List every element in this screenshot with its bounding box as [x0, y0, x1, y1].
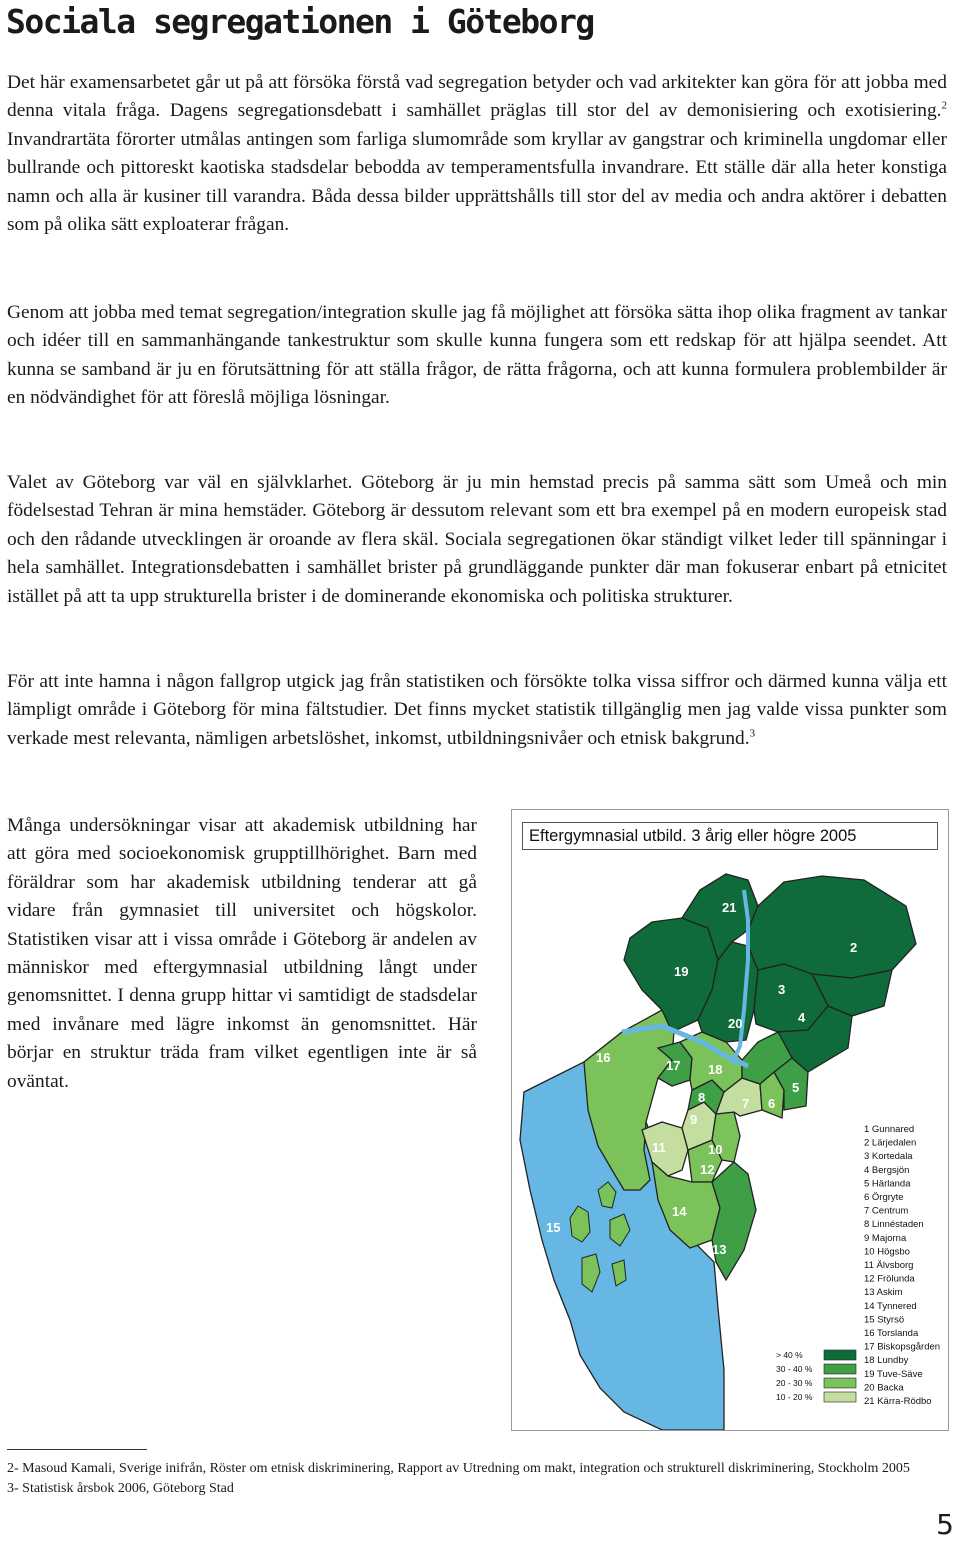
- paragraph-intro-text-b: Invandrartäta förorter utmålas antingen som farliga slumområde som kryllar av gangstrar och kriminella ungdomar eller bullrande och pittoreskt kaotiska stadsdelar bebodda av temperamentsfulla invandrare. Ett ställe där alla heter konstiga namn och alla är kusiner till varandra. Båda dessa bilder upprättshålls till stor del av media och andra aktörer i debatten som på olika sätt exploaterar frågan.: [7, 128, 947, 236]
- page-number: 5: [936, 1508, 954, 1541]
- footnotes: [7, 1459, 947, 1498]
- district-legend-item: 3 Kortedala: [864, 1151, 913, 1163]
- paragraph-statistics: [7, 668, 947, 753]
- district-label-18: 18: [708, 1062, 723, 1077]
- district-legend-item: 10 Högsbo: [864, 1246, 910, 1258]
- band-legend-swatch: [824, 1350, 856, 1360]
- band-legend-swatch: [824, 1392, 856, 1402]
- paragraph-intro: [7, 69, 947, 239]
- district-legend-item: 11 Älvsborg: [864, 1260, 914, 1271]
- footnote-3: 3- Statistisk årsbok 2006, Göteborg Stad: [7, 1480, 234, 1496]
- district-legend-item: 2 Lärjedalen: [864, 1137, 917, 1149]
- footnote-2: 2- Masoud Kamali, Sverige inifrån, Röster om etnisk diskriminering, Rapport av Utredning om makt, integration och strukturell diskriminering, Stockholm 2005: [7, 1461, 910, 1476]
- district-label-15: 15: [546, 1220, 561, 1235]
- band-legend-label: 10 - 20 %: [776, 1392, 813, 1402]
- district-label-6: 6: [768, 1096, 776, 1111]
- district-legend-item: 6 Örgryte: [864, 1192, 904, 1203]
- district-legend-item: 8 Linnéstaden: [864, 1219, 924, 1231]
- district-label-4: 4: [798, 1010, 806, 1025]
- district-label-12: 12: [700, 1162, 715, 1177]
- band-legend: [776, 1350, 856, 1402]
- district-label-21: 21: [722, 900, 737, 915]
- district-legend-item: 1 Gunnared: [864, 1124, 915, 1135]
- district-legend-item: 21 Kärra-Rödbo: [864, 1396, 932, 1407]
- paragraph-education: Många undersökningar visar att akademisk utbildning har att göra med socioekonomisk grupptillhörighet. Barn med föräldrar som har akademisk utbildning tenderar att gå vidare från gymnasiet till universitet och högskolor. Statistiken visar att i vissa område i Göteborg är andelen av människor med eftergymnasial utbildning långt under genomsnittet. I denna grupp hittar vi samtidigt de stadsdelar med invånare med lägre inkomst än genomsnittet. Här börjar en struktur träda fram vilket egentligen inte är så oväntat.: [7, 815, 477, 1092]
- footnote-divider: [7, 1449, 147, 1450]
- district-label-7: 7: [742, 1096, 750, 1111]
- district-legend-item: 13 Askim: [864, 1287, 903, 1299]
- district-legend-item: 16 Torslanda: [864, 1328, 919, 1339]
- district-legend-item: 12 Frölunda: [864, 1273, 915, 1285]
- district-legend-item: 18 Lundby: [864, 1355, 909, 1367]
- district-label-17: 17: [666, 1058, 681, 1073]
- footnote-ref-2[interactable]: 2: [941, 99, 947, 112]
- district-label-19: 19: [674, 964, 689, 979]
- band-legend-label: 20 - 30 %: [776, 1378, 813, 1388]
- district-label-9: 9: [690, 1112, 698, 1127]
- district-legend-item: 4 Bergsjön: [864, 1164, 910, 1176]
- district-legend-item: 7 Centrum: [864, 1205, 909, 1217]
- map-area-district-2: [748, 876, 916, 978]
- map-caption: Eftergymnasial utbild. 3 årig eller högre 2005: [522, 822, 938, 850]
- footnote-ref-3[interactable]: 3: [749, 727, 756, 740]
- district-legend-item: 14 Tynnered: [864, 1300, 917, 1312]
- goteborg-map: [512, 810, 948, 1430]
- district-legend-item: 20 Backa: [864, 1382, 904, 1394]
- district-label-8: 8: [698, 1090, 706, 1105]
- band-legend-label: 30 - 40 %: [776, 1364, 813, 1374]
- district-label-16: 16: [596, 1050, 611, 1065]
- map-area-district-13: [712, 1162, 756, 1280]
- district-legend-item: 5 Härlanda: [864, 1178, 911, 1190]
- district-label-11: 11: [652, 1140, 666, 1155]
- paragraph-theme: Genom att jobba med temat segregation/integration skulle jag få möjlighet att försöka sätta ihop olika fragment av tankar och idéer till en sammanhängande tankestruktur som skulle kunna fungera som ett redskap för att hjälpa seendet. Att kunna se samband är ju en förutsättning för att ställa frågor, de rätta frågorna, och att kunna formulera problembilder är en nödvändighet för att föreslå möjliga lösningar.: [7, 302, 947, 409]
- district-label-5: 5: [792, 1080, 800, 1095]
- district-label-3: 3: [778, 982, 786, 997]
- district-legend: [864, 1124, 940, 1407]
- district-label-20: 20: [728, 1016, 743, 1031]
- district-legend-item: 15 Styrsö: [864, 1314, 905, 1326]
- education-map-figure: [511, 809, 949, 1431]
- district-legend-item: 17 Biskopsgården: [864, 1341, 941, 1353]
- district-legend-item: 19 Tuve-Säve: [864, 1368, 923, 1380]
- district-legend-item: 9 Majorna: [864, 1232, 907, 1244]
- district-label-10: 10: [708, 1142, 723, 1157]
- page-title: Sociala segregationen i Göteborg: [6, 2, 594, 41]
- paragraph-statistics-text: För att inte hamna i någon fallgrop utgick jag från statistiken och försökte tolka vissa siffror och därmed kunna välja ett lämpligt område i Göteborg för mina fältstudier. Det finns mycket statistik tillgänglig men jag valde vissa punkter som verkade mest relevanta, nämligen arbetslöshet, inkomst, utbildningsnivåer och etnisk bakgrund.: [7, 671, 947, 749]
- band-legend-swatch: [824, 1378, 856, 1388]
- band-legend-swatch: [824, 1364, 856, 1374]
- band-legend-label: > 40 %: [776, 1350, 803, 1360]
- paragraph-intro-text-a: Det här examensarbetet går ut på att försöka förstå vad segregation betyder och vad arkitekter kan göra för att jobba med denna vitala fråga. Dagens segregationsdebatt i samhället präglas till stor del av demonisiering och exotisiering.: [7, 72, 947, 122]
- district-label-13: 13: [712, 1242, 727, 1257]
- district-label-14: 14: [672, 1204, 687, 1219]
- paragraph-goteborg: Valet av Göteborg var väl en självklarhet. Göteborg är ju min hemstad precis på samma sätt som Umeå och min födelsestad Tehran är mina hemstäder. Göteborg är dessutom relevant som ett bra exempel på en modern europeisk stad och den rådande utvecklingen är oroande av flera skäl. Sociala segregationen ökar ständigt vilket leder till spänningar i hela samhället. Integrationsdebatten i samhället brister på grundläggande punkter där man fokuserar enbart på etnicitet istället på att ta upp strukturella brister i de dominerande ekonomiska och politiska strukturer.: [7, 472, 947, 607]
- district-label-2: 2: [850, 940, 858, 955]
